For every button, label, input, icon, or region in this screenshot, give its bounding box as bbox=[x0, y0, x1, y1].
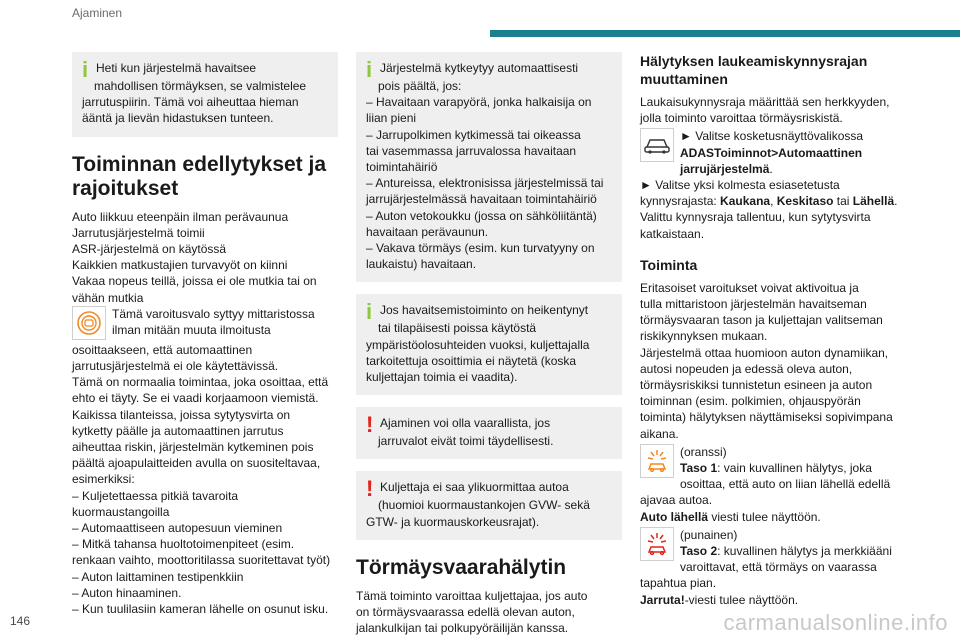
alert-message: Auto lähellä viesti tulee näyttöön. bbox=[640, 509, 821, 524]
section-heading: Toiminnan edellytykset ja rajoitukset bbox=[72, 152, 327, 200]
warning-icon: ! bbox=[366, 412, 374, 438]
threshold-option: Lähellä bbox=[852, 194, 895, 209]
subsection-heading: Toiminta bbox=[640, 256, 698, 273]
info-box bbox=[72, 52, 338, 137]
paragraph bbox=[356, 588, 622, 637]
paragraph bbox=[640, 94, 906, 126]
conditions-list bbox=[72, 209, 338, 306]
text-line: jarrutusjärjestelmä ei ole käytettävissä. bbox=[72, 359, 279, 374]
text-line: autosi nopeuden ja edessä oleva auton, bbox=[640, 361, 853, 376]
text-line: vähän mutkia bbox=[72, 290, 144, 305]
aeb-warning-lamp-icon bbox=[72, 306, 106, 340]
subsection-heading: Hälytyksen laukeamiskynnysrajan muuttaminen bbox=[640, 53, 868, 87]
text-line: Kaikissa tilanteissa, joissa sytytysvirta on bbox=[72, 407, 291, 422]
info-icon: i bbox=[366, 57, 373, 82]
text-line: – Auton hinaaminen. bbox=[72, 585, 182, 600]
warning-box-text: ! Ajaminen voi olla vaarallista, jos jarruvalot eivät toimi täydellisesti. bbox=[366, 412, 554, 449]
text-line: – Automaattiseen autopesuun vieminen bbox=[72, 521, 283, 536]
column-2 bbox=[356, 52, 622, 636]
text-line: Järjestelmä ottaa huomioon auton dynamiikan, bbox=[640, 345, 889, 360]
text-line: Tämä on normaalia toimintaa, joka osoittaa, että bbox=[72, 375, 329, 390]
watermark: carmanualsonline.info bbox=[723, 610, 948, 635]
info-icon: i bbox=[82, 57, 89, 82]
text-line: esimerkiksi: bbox=[72, 472, 135, 487]
text-line: Auto liikkuu eteenpäin ilman perävaunua bbox=[72, 209, 289, 224]
column-3 bbox=[640, 52, 906, 608]
info-box-text: i Heti kun järjestelmä havaitsee mahdollisen törmäyksen, se valmistelee jarrutuspiirin. Tämä voi aiheuttaa hieman ääntä ja lievän hidastuksen tunteen. bbox=[82, 57, 307, 126]
chapter-accent-bar bbox=[490, 30, 960, 37]
text-line: toiminnan (esim. polkimien, ohjauspyörän bbox=[640, 394, 861, 409]
text-line: ilman mitään muuta ilmoitusta bbox=[112, 323, 271, 338]
text-line: kuormaustangoilla bbox=[72, 504, 170, 519]
threshold-option: Keskitaso bbox=[776, 194, 834, 209]
alert-message: Jarruta!-viesti tulee näyttöön. bbox=[640, 592, 799, 607]
settings-steps bbox=[640, 128, 906, 241]
alert-color-label: (punainen) bbox=[680, 527, 738, 542]
alert-description: Taso 2: kuvallinen hälytys ja merkkiääni varoittavat, että törmäys on vaarassa tapahtua pian. bbox=[640, 544, 892, 591]
alert-color-label: (oranssi) bbox=[680, 444, 727, 459]
text-line: ehto ei täyty. Se ei vaadi korjaamoon viemistä. bbox=[72, 391, 319, 406]
text-line: Eritasoiset varoitukset voivat aktivoitua ja bbox=[640, 280, 859, 295]
text-line: on törmäysvaarassa edellä olevan auton, bbox=[356, 605, 575, 620]
car-icon bbox=[640, 128, 674, 162]
step-text: . bbox=[769, 161, 773, 176]
text-line: toiminta) hälytyksen näyttämiseksi sopivimpana bbox=[640, 410, 893, 425]
info-box bbox=[356, 294, 622, 395]
page-number: 146 bbox=[10, 614, 31, 628]
text-line: osoittaakseen, että automaattinen bbox=[72, 342, 253, 357]
body-lines bbox=[72, 374, 338, 617]
chapter-title: Ajaminen bbox=[72, 6, 123, 20]
text-line: jolla toiminto varoittaa törmäysriskistä. bbox=[640, 111, 843, 126]
text-line: aikana. bbox=[640, 426, 679, 441]
info-box bbox=[356, 52, 622, 282]
text-line: törmäysvaaran tason ja kuljettajan valitseman bbox=[640, 313, 883, 328]
warning-box bbox=[356, 471, 622, 539]
text-line: päältä ajoapulaitteiden avulla on suositeltavaa, bbox=[72, 456, 321, 471]
text-line: aiheuttaa riskin, järjestelmän kytkeminen pois bbox=[72, 440, 314, 455]
text-line: – Kuljetettaessa pitkiä tavaroita bbox=[72, 488, 239, 503]
text-line: tulla mittaristoon järjestelmän havaitseman bbox=[640, 297, 867, 312]
alert-description: Taso 1: vain kuvallinen hälytys, joka osoittaa, että auto on liian lähellä edellä ajavaa autoa. bbox=[640, 461, 891, 508]
text-line: Tämä toiminto varoittaa kuljettajaa, jos auto bbox=[356, 588, 588, 603]
warning-box-text: ! Kuljettaja ei saa ylikuormittaa autoa (huomioi kuormaustankojen GVW- sekä GTW- ja kuormauskorkeusrajat). bbox=[366, 476, 590, 529]
warning-icon: ! bbox=[366, 476, 374, 502]
collision-alert-red-icon bbox=[640, 527, 674, 561]
text-line: törmäysriskiksi tunnistetun esineen ja auton bbox=[640, 378, 873, 393]
collision-alert-orange-icon bbox=[640, 444, 674, 478]
info-icon: i bbox=[366, 299, 373, 325]
info-box-text: i Jos havaitsemistoiminto on heikentynyt tai tilapäisesti poissa käytöstä ympäristöolosuhteiden vuoksi, kuljettajalla tarkoitettuja osoittimia ei näytetä (koska kuljettajan toimia ei vaadita). bbox=[366, 299, 590, 385]
text-line: – Mitkä tahansa huoltotoimenpiteet (esim. bbox=[72, 537, 295, 552]
info-box-text: i Järjestelmä kytkeytyy automaattisesti pois päältä, jos: – Havaitaan varapyörä, jonka halkaisija on liian pieni – Jarrupolkimen kytkimessä tai oikeassa tai vasemmassa jarruvalossa havaitaan toimintahäiriö – Antureissa, elektronisissa järjestelmissä tai jarrujärjestelmässä havaitaan toimintahäiriö – Auton vetokoukku (jossa on sähköliitäntä) havaitaan perävaunun. – Vakava törmäys (esim. kun turvatyyny on laukaistu) havaitaan. bbox=[366, 57, 604, 272]
step-text: Valittu kynnysraja tallentuu, kun sytytysvirta katkaistaan. bbox=[640, 210, 871, 241]
step-text: ► Valitse kosketusnäyttövalikossa bbox=[680, 129, 864, 144]
section-heading: Törmäysvaarahälytin bbox=[356, 555, 567, 579]
text-line: Laukaisukynnysraja määrittää sen herkkyyden, bbox=[640, 95, 890, 109]
text-line: Kaikkien matkustajien turvavyöt on kiinni bbox=[72, 258, 288, 273]
threshold-option: Kaukana bbox=[720, 194, 771, 209]
step-text: ► Valitse yksi kolmesta esiasetetusta kynnysrajasta: Kaukana, Keskitaso tai Lähellä. bbox=[640, 178, 898, 209]
text-line: Tämä varoitusvalo syttyy mittaristossa bbox=[112, 306, 315, 321]
warning-box bbox=[356, 407, 622, 459]
text-line: Jarrutusjärjestelmä toimii bbox=[72, 225, 205, 240]
paragraph bbox=[640, 280, 906, 442]
menu-path: ADASToiminnot>Automaattinen jarrujärjestelmä bbox=[680, 145, 863, 176]
warning-lamp-paragraph bbox=[72, 306, 338, 374]
text-line: Vakaa nopeus teillä, joissa ei ole mutkia tai on bbox=[72, 274, 317, 289]
text-line: ASR-järjestelmä on käytössä bbox=[72, 242, 227, 257]
text-line: – Auton laittaminen testipenkkiin bbox=[72, 569, 244, 584]
text-line: jalankulkijan tai polkupyöräilijän kanssa. bbox=[356, 621, 569, 636]
alert-level-2 bbox=[640, 527, 906, 608]
text-line: renkaan vaihto, moottoritilassa suoritettavat työt) bbox=[72, 553, 331, 568]
column-1 bbox=[72, 52, 338, 617]
text-line: – Kun tuulilasiin kameran lähelle on osunut isku. bbox=[72, 602, 329, 617]
text-line: kytketty päälle ja automaattinen jarrutus bbox=[72, 423, 284, 438]
alert-level-1 bbox=[640, 444, 906, 525]
text-line: riskikynnyksen mukaan. bbox=[640, 329, 768, 344]
